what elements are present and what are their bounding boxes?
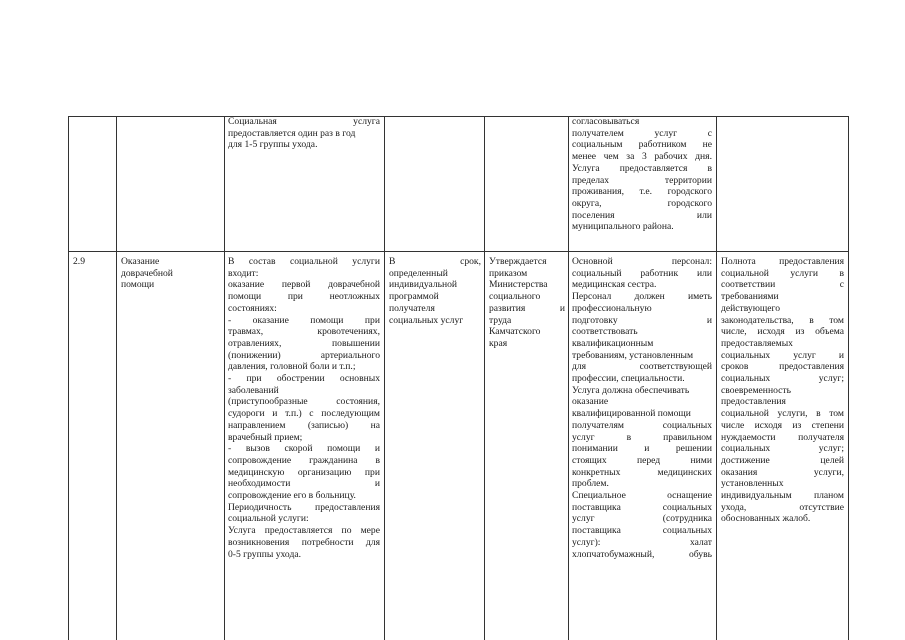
text-line: Социальная услуга bbox=[228, 116, 380, 127]
text-line: социальных услуг и bbox=[721, 349, 844, 361]
text-line: социальной услуги в bbox=[721, 267, 844, 279]
text-line: предоставляется один раз в год bbox=[228, 127, 356, 139]
text-line: оказания услуги, bbox=[721, 466, 844, 478]
service-description bbox=[228, 256, 380, 560]
service-tariff bbox=[489, 256, 565, 350]
text-line: - при обострении основных bbox=[228, 373, 380, 385]
text-line: оказание bbox=[572, 396, 609, 408]
text-line: для 1-5 группы ухода. bbox=[228, 139, 318, 151]
text-line: для соответствующей bbox=[572, 361, 712, 373]
text-line: стоящих перед ними bbox=[572, 454, 712, 466]
text-line: социальных услуг; bbox=[721, 373, 844, 385]
text-line: (понижении) артериального bbox=[228, 349, 380, 361]
text-line: программой bbox=[389, 291, 439, 303]
text-line: требованиям, установленным bbox=[572, 349, 694, 361]
text-line: округа, городского bbox=[572, 197, 712, 209]
text-line: социальных услуг bbox=[389, 314, 464, 326]
text-line: социальной услуги, в том bbox=[721, 408, 844, 420]
text-line: давления, головной боли и т.п.; bbox=[228, 361, 356, 373]
text-line: поселения или bbox=[572, 209, 712, 221]
text-line: состояниях: bbox=[228, 302, 277, 314]
table-border-left bbox=[68, 116, 69, 640]
text-line: врачебный прием; bbox=[228, 431, 303, 443]
text-line: достижение целей bbox=[721, 454, 844, 466]
table-border-right bbox=[848, 116, 849, 640]
text-line: подготовку и bbox=[572, 314, 712, 326]
service-deadline bbox=[389, 256, 481, 326]
text-line: квалификационным bbox=[572, 337, 654, 349]
row-top-service-frequency bbox=[228, 116, 380, 151]
text-line: Периодичность предоставления bbox=[228, 501, 380, 513]
text-line: необходимости и bbox=[228, 478, 380, 490]
row-top-staff-conditions bbox=[572, 116, 712, 233]
text-line: соответствовать bbox=[572, 326, 638, 338]
service-staff-requirements bbox=[572, 256, 712, 560]
text-line: поставщика социальных bbox=[572, 501, 712, 513]
service-quality-indicators bbox=[721, 256, 844, 525]
text-line: медицинская сестра. bbox=[572, 279, 657, 291]
text-line: действующего bbox=[721, 302, 781, 314]
text-line: труда bbox=[489, 314, 512, 326]
column-divider-3 bbox=[384, 116, 385, 640]
column-divider-2 bbox=[224, 116, 225, 640]
text-line: определенный bbox=[389, 267, 448, 279]
text-line: проживания, т.е. городского bbox=[572, 186, 712, 198]
text-line: понимании и решении bbox=[572, 443, 712, 455]
text-line: проблем. bbox=[572, 478, 609, 490]
text-line: медицинскую организацию при bbox=[228, 466, 380, 478]
text-line: соответствии с bbox=[721, 279, 844, 291]
text-line: пределах территории bbox=[572, 174, 712, 186]
text-line: законодательства, в том bbox=[721, 314, 844, 326]
text-line: индивидуальным планом bbox=[721, 490, 844, 502]
text-line: социального bbox=[489, 291, 541, 303]
text-line: Камчатского bbox=[489, 326, 541, 338]
text-line: оказание первой доврачебной bbox=[228, 279, 380, 291]
text-line: социальных услуг; bbox=[721, 443, 844, 455]
table-row-divider bbox=[68, 251, 848, 252]
text-line: сроков предоставления bbox=[721, 361, 844, 373]
text-line: социальной услуги: bbox=[228, 513, 309, 525]
text-line: края bbox=[489, 337, 508, 349]
text-line: 0-5 группы ухода. bbox=[228, 548, 301, 560]
text-line: муниципального района. bbox=[572, 221, 674, 233]
text-line: профессиональную bbox=[572, 302, 652, 314]
text-line: числе, исходя из объема bbox=[721, 326, 844, 338]
text-line: социальным работником не bbox=[572, 139, 712, 151]
text-line: Услуга должна обеспечивать bbox=[572, 384, 690, 396]
text-line: Персонал должен иметь bbox=[572, 291, 712, 303]
text-line: В состав социальной услуги bbox=[228, 256, 380, 267]
text-line: профессии, специальности. bbox=[572, 373, 685, 385]
text-line: квалифицированной помощи bbox=[572, 408, 691, 420]
text-line: получателям социальных bbox=[572, 419, 712, 431]
text-line: хлопчатобумажный, обувь bbox=[572, 548, 712, 560]
text-line: согласовываться bbox=[572, 116, 640, 127]
text-line: поставщика социальных bbox=[572, 525, 712, 537]
text-line: требованиями bbox=[721, 291, 779, 303]
text-line: получателем услуг с bbox=[572, 127, 712, 139]
text-line: помощи при неотложных bbox=[228, 291, 380, 303]
text-line: получателя bbox=[389, 302, 435, 314]
text-line: Услуга предоставляется в bbox=[572, 162, 712, 174]
column-divider-5 bbox=[568, 116, 569, 640]
text-line: предоставления bbox=[721, 396, 786, 408]
text-line: сопровождение его в больницу. bbox=[228, 490, 356, 502]
text-line: доврачебной bbox=[121, 267, 173, 279]
text-line: входит: bbox=[228, 267, 259, 279]
text-line: судороги и т.п.) с последующим bbox=[228, 408, 380, 420]
text-line: Услуга предоставляется по мере bbox=[228, 525, 380, 537]
text-line: сопровождение гражданина в bbox=[228, 454, 380, 466]
text-line: приказом bbox=[489, 267, 528, 279]
text-line: травмах, кровотечениях, bbox=[228, 326, 380, 338]
row-number-text: 2.9 bbox=[73, 256, 85, 267]
column-divider-6 bbox=[716, 116, 717, 640]
text-line: социальный работник или bbox=[572, 267, 712, 279]
text-line: числе исходя из степени bbox=[721, 419, 844, 431]
text-line: нуждаемости получателя bbox=[721, 431, 844, 443]
text-line: услуг в правильном bbox=[572, 431, 712, 443]
service-name bbox=[121, 256, 221, 291]
text-line: услуг (сотрудника bbox=[572, 513, 712, 525]
text-line: - вызов скорой помощи и bbox=[228, 443, 380, 455]
text-line: предоставляемых bbox=[721, 337, 793, 349]
text-line: В срок, bbox=[389, 256, 481, 267]
column-divider-4 bbox=[484, 116, 485, 640]
text-line: конкретных медицинских bbox=[572, 466, 712, 478]
text-line: (приступообразные состояния, bbox=[228, 396, 380, 408]
text-line: возникновения потребности для bbox=[228, 536, 380, 548]
column-divider-1 bbox=[116, 116, 117, 640]
text-line: Оказание bbox=[121, 256, 160, 267]
text-line: направлением (записью) на bbox=[228, 419, 380, 431]
text-line: помощи bbox=[121, 279, 155, 291]
text-line: Полнота предоставления bbox=[721, 256, 844, 267]
row-number bbox=[73, 256, 113, 268]
text-line: отравлениях, повышении bbox=[228, 337, 380, 349]
table-top-border bbox=[68, 116, 848, 117]
text-line: развития и bbox=[489, 302, 565, 314]
text-line: своевременность bbox=[721, 384, 791, 396]
text-line: - оказание помощи при bbox=[228, 314, 380, 326]
text-line: обоснованных жалоб. bbox=[721, 513, 811, 525]
text-line: Основной персонал: bbox=[572, 256, 712, 267]
text-line: заболеваний bbox=[228, 384, 279, 396]
text-line: Министерства bbox=[489, 279, 548, 291]
text-line: Специальное оснащение bbox=[572, 490, 712, 502]
text-line: индивидуальной bbox=[389, 279, 458, 291]
text-line: услуг): халат bbox=[572, 536, 712, 548]
text-line: менее чем за 3 рабочих дня. bbox=[572, 151, 712, 163]
text-line: установленных bbox=[721, 478, 784, 490]
text-line: ухода, отсутствие bbox=[721, 501, 844, 513]
text-line: Утверждается bbox=[489, 256, 547, 267]
